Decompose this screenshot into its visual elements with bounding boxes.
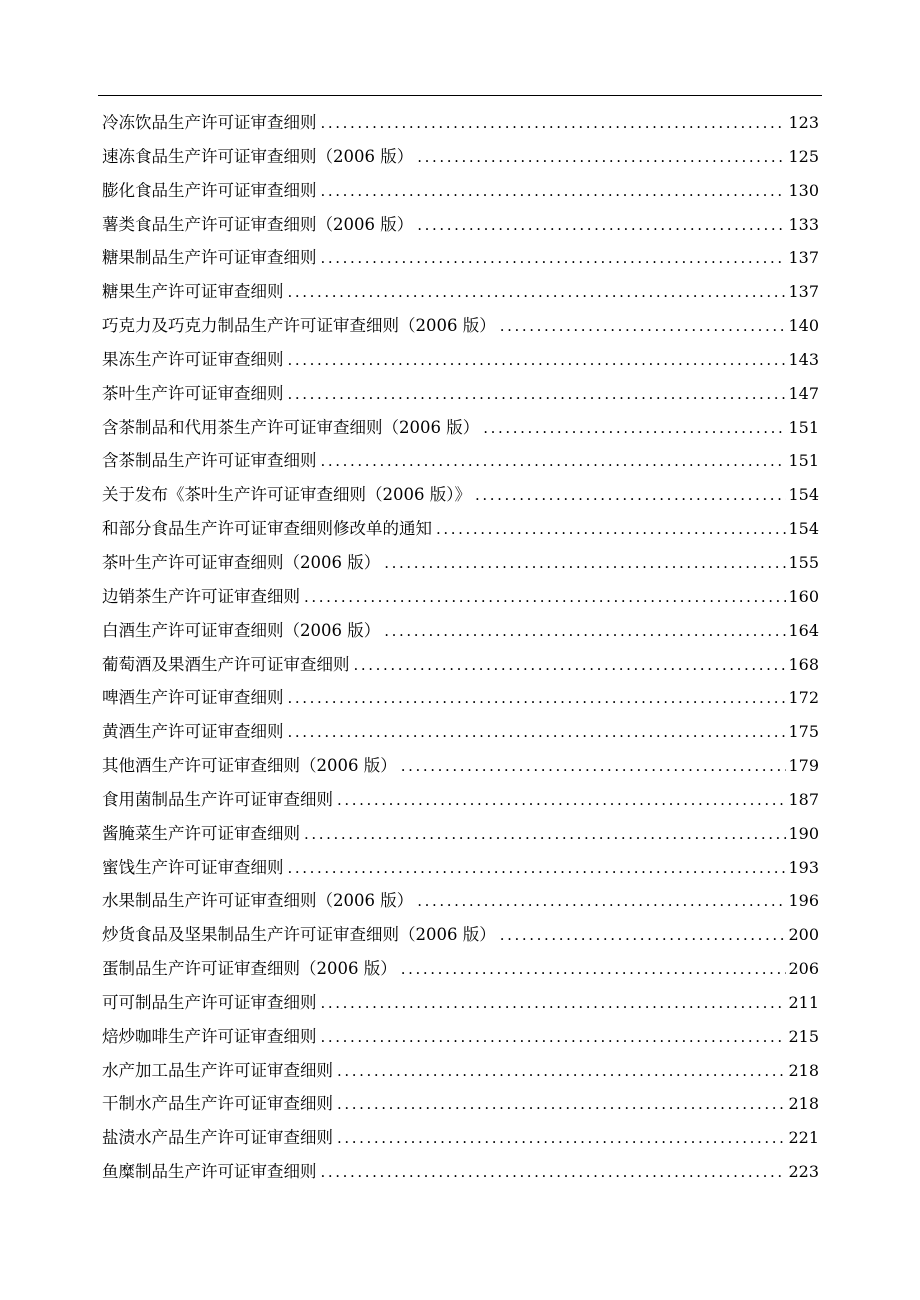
- toc-entry-page-number: 125: [788, 146, 819, 166]
- toc-entry[interactable]: [102, 106, 819, 140]
- toc-entry-page-number: 218: [788, 1060, 819, 1080]
- toc-entry[interactable]: [102, 817, 819, 851]
- toc-dot-leader: [288, 344, 787, 378]
- toc-entry-title: 茶叶生产许可证审查细则（2006 版）: [102, 552, 381, 572]
- toc-entry-page-number: 155: [788, 552, 819, 572]
- toc-entry-page-number: 151: [788, 417, 819, 437]
- toc-entry[interactable]: [102, 411, 819, 445]
- toc-entry-page-number: 221: [788, 1128, 819, 1148]
- table-of-contents: [102, 106, 819, 1189]
- toc-entry-title: 酱腌菜生产许可证审查细则: [102, 823, 300, 843]
- toc-entry-page-number: 175: [788, 722, 819, 742]
- toc-entry-title: 膨化食品生产许可证审查细则: [102, 180, 317, 200]
- toc-entry-title: 边销茶生产许可证审查细则: [102, 586, 300, 606]
- toc-entry-page-number: 179: [788, 756, 819, 776]
- toc-entry-page-number: 137: [788, 248, 819, 268]
- toc-entry-page-number: 130: [788, 180, 819, 200]
- toc-entry-title: 干制水产品生产许可证审查细则: [102, 1094, 333, 1114]
- toc-entry[interactable]: [102, 512, 819, 546]
- toc-dot-leader: [354, 649, 787, 683]
- toc-entry-page-number: 154: [788, 519, 819, 539]
- toc-entry[interactable]: [102, 1020, 819, 1054]
- toc-entry-page-number: 187: [788, 789, 819, 809]
- toc-entry-title: 焙炒咖啡生产许可证审查细则: [102, 1026, 317, 1046]
- toc-entry-page-number: 193: [788, 857, 819, 877]
- toc-entry-page-number: 151: [788, 451, 819, 471]
- toc-dot-leader: [384, 547, 786, 581]
- toc-entry-page-number: 190: [788, 823, 819, 843]
- toc-entry-page-number: 140: [788, 316, 819, 336]
- toc-entry[interactable]: [102, 614, 819, 648]
- toc-entry-page-number: 218: [788, 1094, 819, 1114]
- toc-dot-leader: [417, 885, 786, 919]
- toc-entry-page-number: 200: [788, 925, 819, 945]
- toc-entry-page-number: 196: [788, 891, 819, 911]
- toc-entry-title: 速冻食品生产许可证审查细则（2006 版）: [102, 146, 414, 166]
- toc-dot-leader: [337, 784, 786, 818]
- toc-entry-title: 白酒生产许可证审查细则（2006 版）: [102, 620, 381, 640]
- toc-dot-leader: [337, 1088, 786, 1122]
- toc-entry[interactable]: [102, 884, 819, 918]
- toc-entry-title: 薯类食品生产许可证审查细则（2006 版）: [102, 214, 414, 234]
- toc-entry[interactable]: [102, 377, 819, 411]
- toc-entry[interactable]: [102, 648, 819, 682]
- toc-entry-page-number: 147: [788, 383, 819, 403]
- toc-entry-title: 关于发布《茶叶生产许可证审查细则（2006 版）》: [102, 485, 471, 505]
- toc-entry[interactable]: [102, 546, 819, 580]
- toc-entry-title: 鱼糜制品生产许可证审查细则: [102, 1162, 317, 1182]
- toc-dot-leader: [288, 276, 787, 310]
- toc-entry[interactable]: [102, 174, 819, 208]
- toc-entry-title: 含茶制品和代用茶生产许可证审查细则（2006 版）: [102, 417, 480, 437]
- toc-entry-page-number: 154: [788, 485, 819, 505]
- toc-entry[interactable]: [102, 309, 819, 343]
- toc-dot-leader: [321, 175, 787, 209]
- header-rule: [98, 95, 822, 96]
- toc-entry-page-number: 206: [788, 959, 819, 979]
- toc-dot-leader: [321, 987, 787, 1021]
- toc-entry[interactable]: [102, 715, 819, 749]
- toc-entry-page-number: 143: [788, 349, 819, 369]
- toc-dot-leader: [401, 750, 787, 784]
- toc-entry[interactable]: [102, 1155, 819, 1189]
- toc-entry[interactable]: [102, 783, 819, 817]
- toc-entry[interactable]: [102, 444, 819, 478]
- toc-dot-leader: [304, 581, 786, 615]
- toc-entry-title: 黄酒生产许可证审查细则: [102, 722, 284, 742]
- toc-dot-leader: [321, 445, 787, 479]
- toc-entry-title: 糖果制品生产许可证审查细则: [102, 248, 317, 268]
- toc-dot-leader: [500, 919, 787, 953]
- toc-dot-leader: [436, 513, 786, 547]
- toc-entry-title: 炒货食品及坚果制品生产许可证审查细则（2006 版）: [102, 925, 496, 945]
- toc-entry-title: 茶叶生产许可证审查细则: [102, 383, 284, 403]
- toc-entry[interactable]: [102, 1121, 819, 1155]
- toc-entry-page-number: 172: [788, 688, 819, 708]
- toc-entry[interactable]: [102, 918, 819, 952]
- toc-entry-title: 巧克力及巧克力制品生产许可证审查细则（2006 版）: [102, 316, 496, 336]
- toc-entry[interactable]: [102, 580, 819, 614]
- toc-entry-title: 水果制品生产许可证审查细则（2006 版）: [102, 891, 414, 911]
- toc-entry-page-number: 215: [788, 1026, 819, 1046]
- toc-entry[interactable]: [102, 478, 819, 512]
- toc-dot-leader: [475, 479, 786, 513]
- toc-entry-title: 蛋制品生产许可证审查细则（2006 版）: [102, 959, 397, 979]
- toc-dot-leader: [417, 209, 786, 243]
- toc-entry[interactable]: [102, 749, 819, 783]
- toc-entry-title: 冷冻饮品生产许可证审查细则: [102, 113, 317, 132]
- toc-dot-leader: [384, 615, 786, 649]
- toc-entry-title: 盐渍水产品生产许可证审查细则: [102, 1128, 333, 1148]
- toc-entry-title: 葡萄酒及果酒生产许可证审查细则: [102, 654, 350, 674]
- toc-dot-leader: [321, 107, 787, 141]
- toc-dot-leader: [288, 716, 787, 750]
- toc-entry-title: 和部分食品生产许可证审查细则修改单的通知: [102, 519, 432, 539]
- toc-entry-title: 啤酒生产许可证审查细则: [102, 688, 284, 708]
- toc-dot-leader: [337, 1055, 786, 1089]
- toc-dot-leader: [500, 310, 787, 344]
- toc-entry-title: 含茶制品生产许可证审查细则: [102, 451, 317, 471]
- toc-entry-page-number: 168: [788, 654, 819, 674]
- toc-entry[interactable]: [102, 986, 819, 1020]
- toc-entry-title: 食用菌制品生产许可证审查细则: [102, 789, 333, 809]
- toc-entry[interactable]: [102, 681, 819, 715]
- toc-dot-leader: [321, 1021, 787, 1055]
- toc-dot-leader: [304, 818, 786, 852]
- toc-entry[interactable]: [102, 1054, 819, 1088]
- toc-dot-leader: [321, 242, 787, 276]
- toc-dot-leader: [288, 682, 787, 716]
- toc-entry-page-number: 160: [788, 586, 819, 606]
- toc-entry[interactable]: [102, 275, 819, 309]
- toc-entry-page-number: 211: [788, 992, 819, 1012]
- toc-dot-leader: [288, 378, 787, 412]
- toc-entry-title: 糖果生产许可证审查细则: [102, 282, 284, 302]
- toc-dot-leader: [337, 1122, 786, 1156]
- toc-entry-page-number: 123: [788, 113, 819, 132]
- toc-entry-title: 其他酒生产许可证审查细则（2006 版）: [102, 756, 397, 776]
- toc-entry-title: 果冻生产许可证审查细则: [102, 349, 284, 369]
- toc-entry-title: 水产加工品生产许可证审查细则: [102, 1060, 333, 1080]
- toc-entry[interactable]: [102, 851, 819, 885]
- toc-entry[interactable]: [102, 140, 819, 174]
- toc-dot-leader: [288, 852, 787, 886]
- toc-entry[interactable]: [102, 1087, 819, 1121]
- toc-entry-page-number: 164: [788, 620, 819, 640]
- toc-entry-page-number: 223: [788, 1162, 819, 1182]
- toc-dot-leader: [483, 412, 786, 446]
- toc-dot-leader: [401, 953, 787, 987]
- toc-dot-leader: [417, 141, 786, 175]
- toc-dot-leader: [321, 1156, 787, 1190]
- toc-entry-title: 蜜饯生产许可证审查细则: [102, 857, 284, 877]
- toc-entry[interactable]: [102, 208, 819, 242]
- toc-entry[interactable]: [102, 952, 819, 986]
- toc-entry-title: 可可制品生产许可证审查细则: [102, 992, 317, 1012]
- toc-entry[interactable]: [102, 241, 819, 275]
- toc-entry[interactable]: [102, 343, 819, 377]
- toc-entry-page-number: 137: [788, 282, 819, 302]
- toc-entry-page-number: 133: [788, 214, 819, 234]
